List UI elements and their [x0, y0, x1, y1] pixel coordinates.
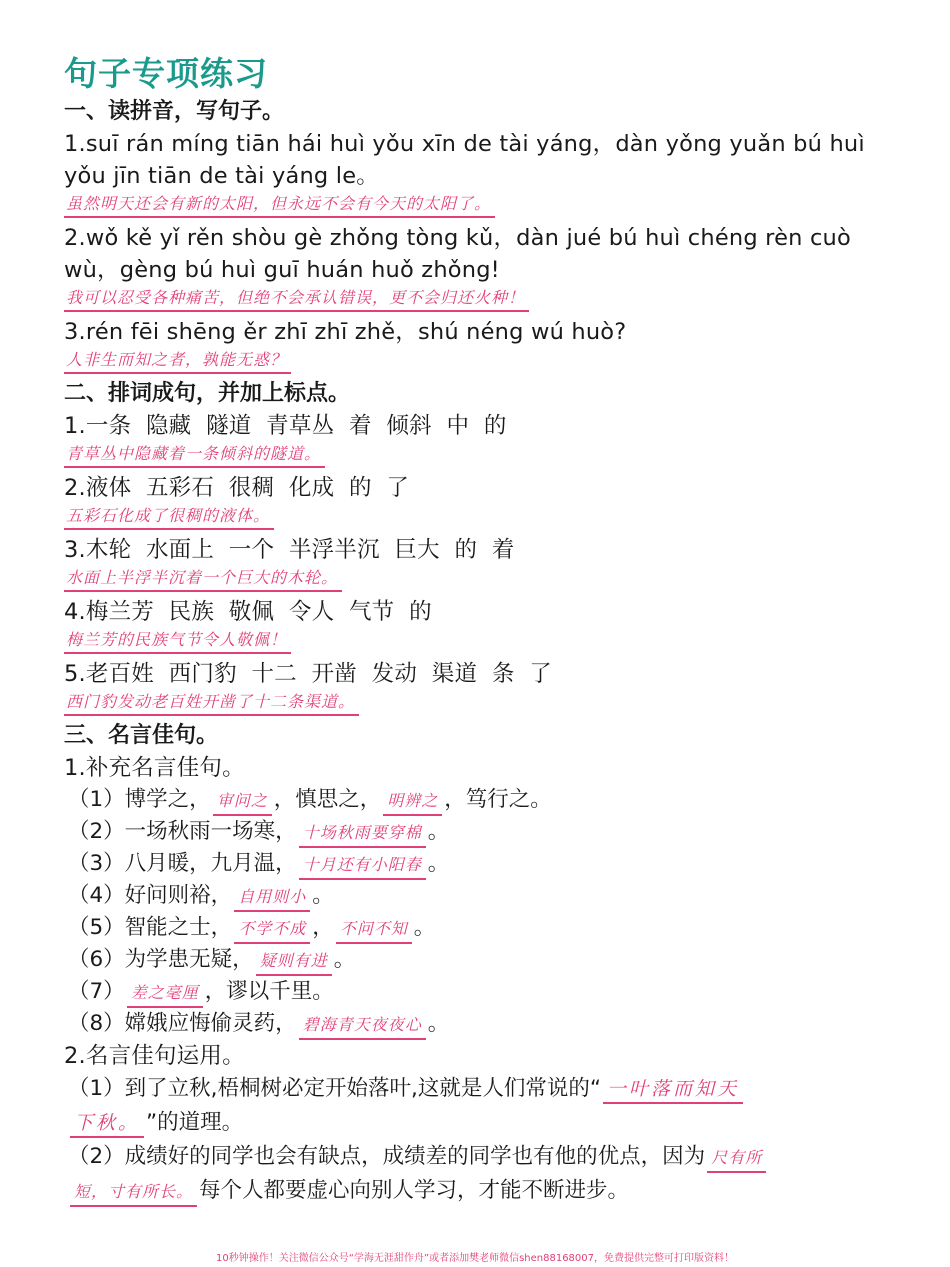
- quote-item-8: [64, 1008, 884, 1040]
- pinyin-question-1: 1.suī rán míng tiān hái huì yǒu xīn de tài yáng，dàn yǒng yuǎn bú huì yǒu jīn tiān de tài yáng le。: [64, 131, 865, 189]
- word-order-answer-2: 五彩石化成了很稠的液体。: [64, 504, 274, 530]
- usage-item-1: [64, 1072, 884, 1140]
- part-1-label: 1.补充名言佳句。: [64, 755, 245, 781]
- part-2-label: 2.名言佳句运用。: [64, 1043, 245, 1069]
- quote-text: （7）: [68, 979, 125, 1004]
- word-order-answer-3: 水面上半浮半沉着一个巨大的木轮。: [64, 566, 342, 592]
- quote-text: ，: [312, 915, 334, 940]
- word-order-answer-4: 梅兰芳的民族气节令人敬佩！: [64, 628, 291, 654]
- quote-text: ，笃行之。: [444, 787, 552, 812]
- word-order-question-2: 2.液体 五彩石 很稠 化成 的 了: [64, 475, 410, 501]
- quote-text: （6）为学患无疑，: [68, 947, 254, 972]
- section-3-heading: 三、名言佳句。: [64, 723, 219, 748]
- quote-text: ，慎思之，: [273, 787, 382, 812]
- quote-blank: 不问不知: [336, 916, 412, 944]
- worksheet: [64, 52, 884, 1208]
- quote-text: （2）一场秋雨一场寒，: [68, 819, 297, 844]
- answer-2: 我可以忍受各种痛苦，但绝不会承认错误，更不会归还火种！: [64, 286, 529, 312]
- quote-blank: 差之毫厘: [127, 980, 203, 1008]
- usage-text: （1）到了立秋,梧桐树必定开始落叶,这就是人们常说的“: [68, 1076, 601, 1101]
- word-order-answer-5: 西门豹发动老百姓开凿了十二条渠道。: [64, 690, 359, 716]
- answer-3: 人非生而知之者，孰能无惑？: [64, 348, 291, 374]
- word-order-question-1: 1.一条 隐藏 隧道 青草丛 着 倾斜 中 的: [64, 413, 507, 439]
- quote-item-4: [64, 880, 884, 912]
- quote-text: 。: [427, 819, 450, 844]
- quote-blank: 自用则小: [234, 884, 310, 912]
- usage-blank: 一叶落而知天: [603, 1076, 743, 1104]
- quote-blank: 碧海青天夜夜心: [299, 1012, 426, 1040]
- quote-blank: 不学不成: [234, 916, 310, 944]
- quote-item-6: [64, 944, 884, 976]
- section-2-heading: 二、排词成句，并加上标点。: [64, 381, 351, 406]
- pinyin-question-2: 2.wǒ kě yǐ rěn shòu gè zhǒng tòng kǔ，dàn jué bú huì chéng rèn cuò wù，gèng bú huì guī huán huǒ zhǒng!: [64, 225, 851, 283]
- quote-text: 。: [312, 883, 334, 908]
- quote-text: ，谬以千里。: [204, 979, 334, 1004]
- quote-item-2: [64, 816, 884, 848]
- quote-text: （3）八月暖，九月温，: [68, 851, 297, 876]
- word-order-question-3: 3.木轮 水面上 一个 半浮半沉 巨大 的 着: [64, 537, 515, 563]
- quote-text: （5）智能之士，: [68, 915, 233, 940]
- quote-text: （4）好问则裕，: [68, 883, 233, 908]
- usage-item-2: [64, 1140, 884, 1208]
- quote-item-3: [64, 848, 884, 880]
- word-order-question-5: 5.老百姓 西门豹 十二 开凿 发动 渠道 条 了: [64, 661, 552, 687]
- quote-blank: 疑则有进: [256, 948, 332, 976]
- quote-blank: 明辨之: [383, 788, 442, 816]
- quote-blank: 十场秋雨要穿棉: [299, 820, 426, 848]
- quote-item-1: [64, 784, 884, 816]
- quote-item-5: [64, 912, 884, 944]
- pinyin-question-3: 3.rén fēi shēng ěr zhī zhī zhě，shú néng wú huò?: [64, 319, 627, 345]
- quote-blank: 十月还有小阳春: [299, 852, 426, 880]
- quote-item-7: [64, 976, 884, 1008]
- quote-text: （1）博学之，: [68, 787, 211, 812]
- quote-text: 。: [427, 1011, 450, 1036]
- usage-text: （2）成绩好的同学也会有缺点，成绩差的同学也有他的优点，因为: [68, 1144, 706, 1169]
- usage-text: ”的道理。: [146, 1110, 244, 1135]
- quote-blank: 审问之: [213, 788, 272, 816]
- section-1-heading: 一、读拼音，写句子。: [64, 99, 285, 124]
- word-order-question-4: 4.梅兰芳 民族 敬佩 令人 气节 的: [64, 599, 432, 625]
- quote-text: 。: [413, 915, 436, 940]
- word-order-answer-1: 青草丛中隐藏着一条倾斜的隧道。: [64, 442, 325, 468]
- usage-blank: 下秋。: [70, 1110, 144, 1138]
- usage-blank: 短，寸有所长。: [70, 1179, 197, 1207]
- usage-blank: 尺有所: [707, 1145, 766, 1173]
- quote-text: 。: [333, 947, 356, 972]
- quote-text: 。: [427, 851, 450, 876]
- answer-1: 虽然明天还会有新的太阳，但永远不会有今天的太阳了。: [64, 192, 495, 218]
- page-title: 句子专项练习: [64, 54, 268, 93]
- footer-note: 10秒钟操作！关注微信公众号“学海无涯甜作舟”或者添加樊老师微信shen88168007，免费提供完整可打印版资料！: [215, 1253, 735, 1264]
- quote-text: （8）嫦娥应悔偷灵药，: [68, 1011, 297, 1036]
- usage-text: 每个人都要虚心向别人学习，才能不断进步。: [199, 1178, 630, 1203]
